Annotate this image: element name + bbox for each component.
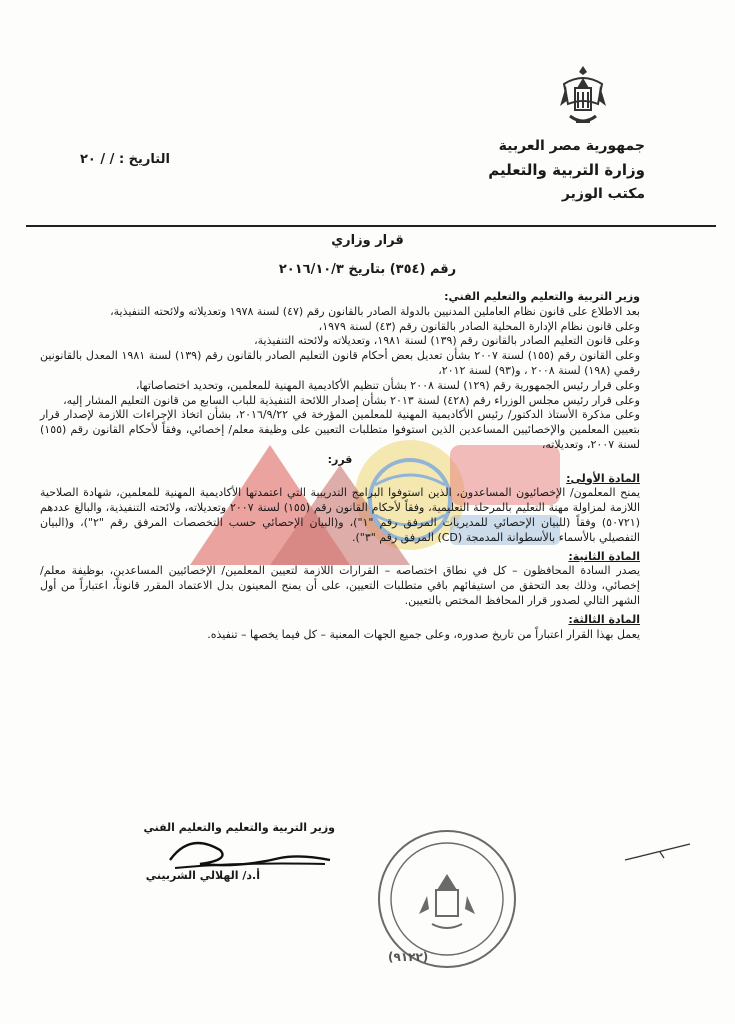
article-2-text: يصدر السادة المحافظون – كل في نطاق اختصاصه – القرارات اللازمة لتعيين المعلمين/ الإخصائيين المساعدين، بوظيفة معلم/ إخصائي، وذلك بعد التحقق من استيفائهم باقي متطلبات التعيين، على أن يمنح المعينون بدل الاعتماد المقرر قانوناً، اعتباراً من أول الشهر التالي لصدور قرار المحافظ المختص بالتعيين. bbox=[40, 564, 640, 607]
article-2-title: المادة الثانية: bbox=[568, 549, 640, 563]
eagle-emblem-icon bbox=[556, 64, 610, 132]
article-3-text: يعمل بهذا القرار اعتباراً من تاريخ صدوره، وعلى جميع الجهات المعنية – كل فيما يخصها – تنفيذه. bbox=[207, 627, 640, 641]
recital: وعلى القانون رقم (١٥٥) لسنة ٢٠٠٧ بشأن تعديل بعض أحكام قانون التعليم الصادر بالقانون رقم (١٣٩) لسنة ١٩٨١ المعدل بالقانونين رقمي (١٩٨) لسنة ٢٠٠٨ ، و(٩٣) لسنة ٢٠١٢، bbox=[40, 349, 641, 377]
ministry-name: وزارة التربية والتعليم bbox=[488, 161, 645, 179]
date-field: التاريخ : / / ٢٠ bbox=[80, 152, 170, 167]
decree-number: رقم (٣٥٤) بتاريخ ٢٠١٦/١٠/٣ bbox=[278, 262, 457, 277]
stamp-number: (٩١٢٢) bbox=[388, 950, 429, 964]
article-3-title: المادة الثالثة: bbox=[568, 612, 640, 626]
decree-body bbox=[40, 290, 640, 642]
article-1-text: يمنح المعلمون/ الإخصائيون المساعدون، الذين استوفوا البرامج التدريبية التي اعتمدتها الأكاديمية المهنية للمعلمين، شهادة الصلاحية اللازمة لمزاولة مهنة التعليم بالمرحلة التعليمية، وفقاً لأحكام القانون رقم (١٥٥) لسنة ٢٠٠٧ وتعديلاته، ولائحته التنفيذية، والبالغ عددهم (٥٠٧٢١) وفقاً (للبيان الإحصائي للمديريات المرفق رقم "١")، و(البيان الإحصائي حسب التخصصات المرفق رقم "٢")، و(البيان التفصيلي بالأسماء بالأسطوانة المدمجة (CD) المرفق رقم "٣"). bbox=[40, 486, 641, 544]
article-1-title: المادة الأولى: bbox=[566, 471, 640, 485]
letterhead bbox=[445, 134, 645, 206]
recital: وعلى قانون نظام الإدارة المحلية الصادر بالقانون رقم (٤٣) لسنة ١٩٧٩، bbox=[318, 319, 640, 333]
recital: وعلى قانون التعليم الصادر بالقانون رقم (١٣٩) لسنة ١٩٨١، وتعديلاته ولائحته التنفيذية، bbox=[254, 334, 640, 348]
recital: وعلى قرار رئيس مجلس الوزراء رقم (٤٢٨) لسنة ٢٠١٣ بشأن إصدار اللائحة التنفيذية للباب السابع من قانون التعليم المشار إليه، bbox=[63, 393, 640, 407]
preamble: وزير التربية والتعليم والتعليم الفني: bbox=[444, 290, 640, 303]
header-divider bbox=[26, 225, 716, 227]
pen-stroke-mark bbox=[620, 838, 700, 868]
recital: وعلى قرار رئيس الجمهورية رقم (١٢٩) لسنة ٢٠٠٨ بشأن تنظيم الأكاديمية المهنية للمعلمين، وتحديد اختصاصاتها، bbox=[135, 378, 640, 392]
decree-heading: قرار وزاري bbox=[331, 233, 404, 248]
decision-word: قرر: bbox=[327, 452, 353, 466]
office-name: مكتب الوزير bbox=[561, 186, 645, 202]
recital: وعلى مذكرة الأستاذ الدكتور/ رئيس الأكاديمية المهنية للمعلمين المؤرخة في ٢٠١٦/٩/٢٢، بشأن اتخاذ الإجراءات اللازمة لإصدار قرار بتعيين المعلمين والإخصائيين المساعدين الذين استوفوا متطلبات التعيين على وظيفة معلم/ إخصائي، وفقاً لأحكام القانون رقم (١٥٥) لسنة ٢٠٠٧، وتعديلاته، bbox=[40, 408, 640, 451]
signatory-name: أ.د/ الهلالي الشربيني bbox=[145, 869, 260, 882]
country-name: جمهورية مصر العربية bbox=[498, 138, 645, 154]
signatory-title: وزير التربية والتعليم والتعليم الفني bbox=[143, 821, 335, 834]
recital: بعد الاطلاع على قانون نظام العاملين المدنيين بالدولة الصادر بالقانون رقم (٤٧) لسنة ١٩٧٨ وتعديلاته ولائحته التنفيذية، bbox=[110, 304, 640, 318]
